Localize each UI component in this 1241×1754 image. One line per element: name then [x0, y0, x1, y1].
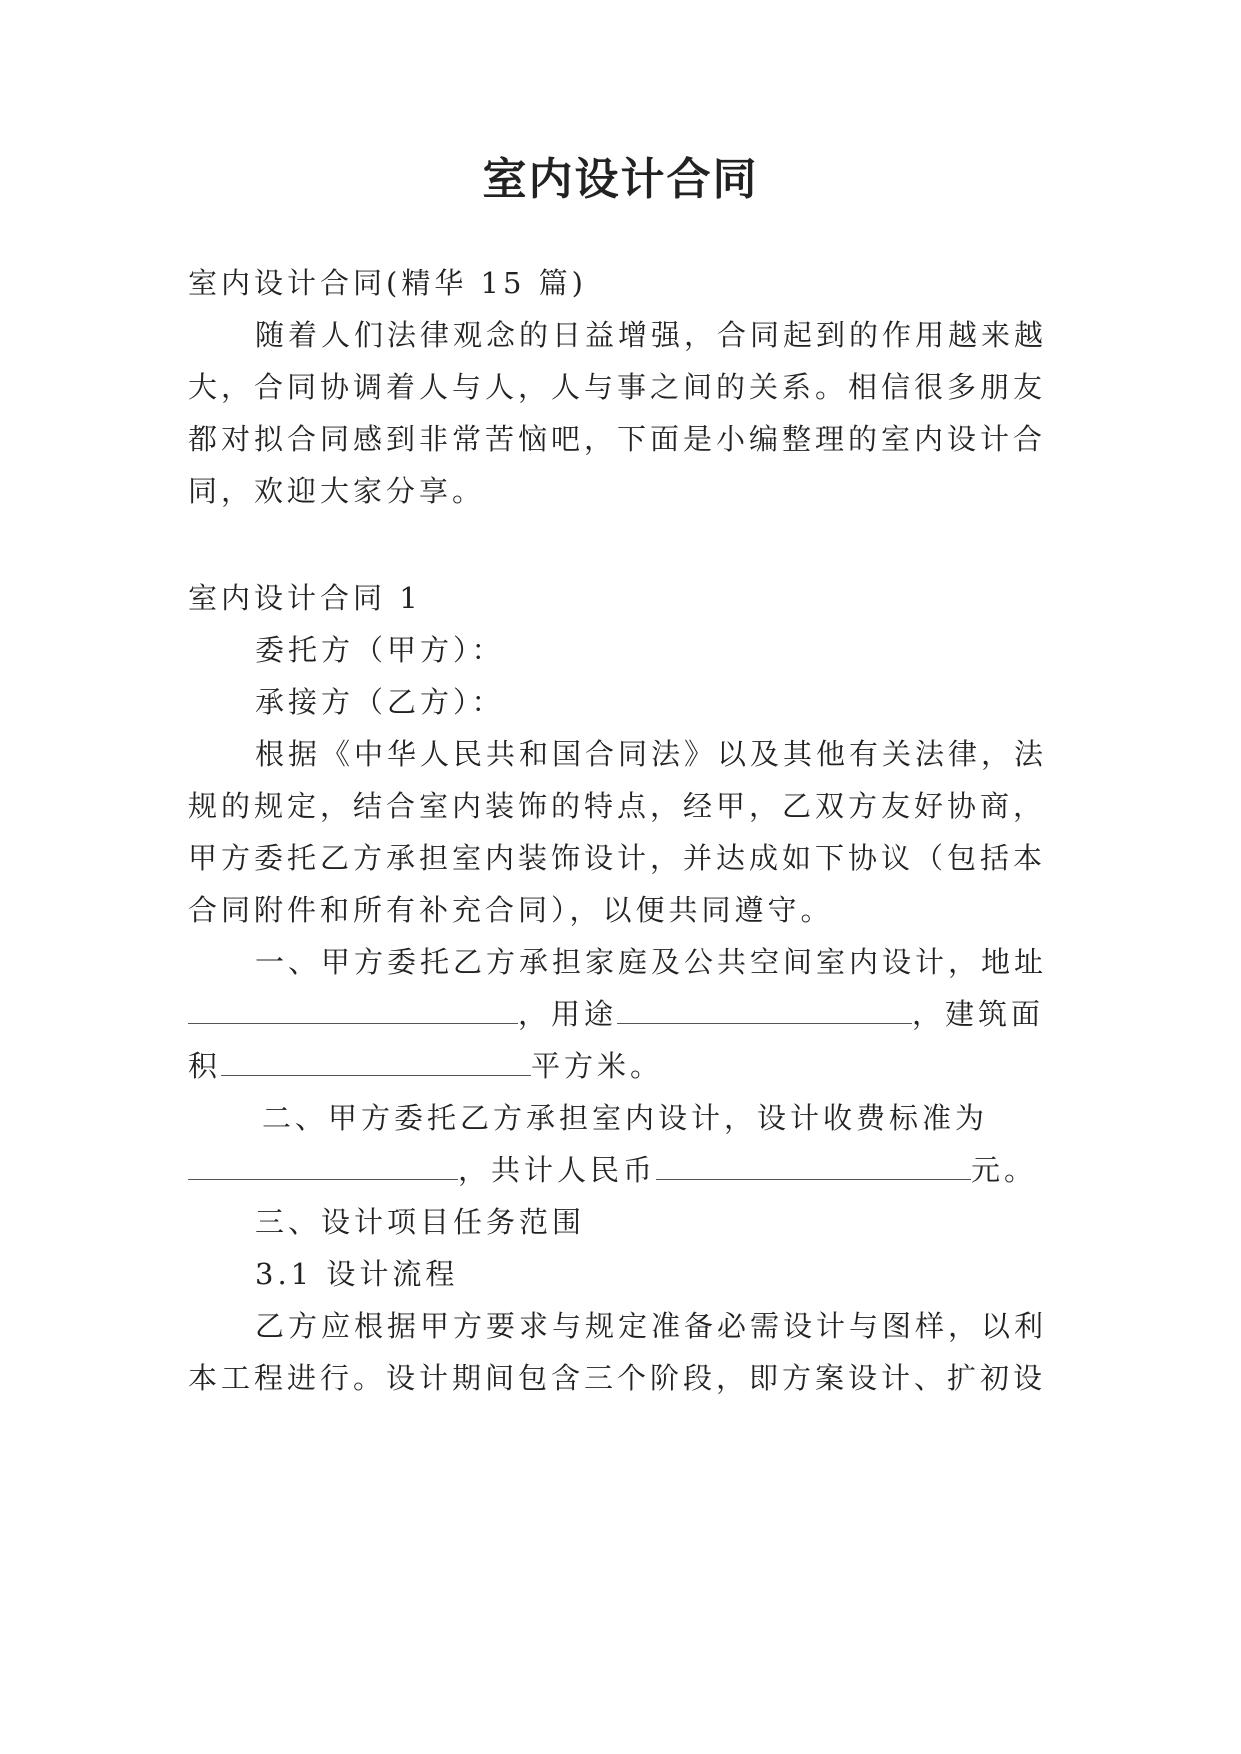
party-b-label: 承接方（乙方）： [255, 685, 505, 719]
currency-unit: 元。 [971, 1153, 1038, 1187]
paragraph-line: 都对拟合同感到非常苦恼吧，下面是小编整理的室内设计合 [188, 422, 1047, 456]
use-blank[interactable] [617, 999, 912, 1024]
area-label-cont: 积 [188, 1049, 222, 1083]
section-heading: 室内设计合同 1 [188, 581, 422, 615]
document-subtitle: 室内设计合同(精华 15 篇) [188, 266, 587, 300]
paragraph-line: 乙方应根据甲方要求与规定准备必需设计与图样，以利 [255, 1309, 1048, 1343]
paragraph-line: 规的规定，结合室内装饰的特点，经甲，乙双方友好协商， [188, 789, 1047, 823]
paragraph-line: 随着人们法律观念的日益增强，合同起到的作用越来越 [255, 318, 1048, 352]
document-title: 室内设计合同 [482, 154, 759, 205]
paragraph-line: 大，合同协调着人与人，人与事之间的关系。相信很多朋友 [188, 370, 1047, 404]
clause-1-line: 一、甲方委托乙方承担家庭及公共空间室内设计，地址 [255, 945, 1048, 979]
area-blank[interactable] [221, 1051, 531, 1076]
fee-fill-line [188, 1150, 1037, 1190]
area-unit: 平方米。 [531, 1049, 664, 1083]
paragraph-line: 甲方委托乙方承担室内装饰设计，并达成如下协议（包括本 [188, 841, 1047, 875]
total-blank[interactable] [656, 1155, 971, 1180]
clause-1-fill-line [188, 994, 1044, 1034]
paragraph-line: 同，欢迎大家分享。 [188, 474, 486, 508]
clause-2-line: 二、甲方委托乙方承担室内设计，设计收费标准为 [262, 1101, 989, 1135]
clause-3-heading: 三、设计项目任务范围 [255, 1205, 586, 1239]
fee-standard-blank[interactable] [188, 1155, 458, 1180]
paragraph-line: 根据《中华人民共和国合同法》以及其他有关法律，法 [255, 737, 1048, 771]
total-label: ，共计人民币 [458, 1153, 657, 1187]
subsection-heading: 3.1 设计流程 [255, 1257, 459, 1291]
area-fill-line [188, 1046, 663, 1086]
address-blank[interactable] [188, 999, 518, 1024]
use-label: ，用途 [518, 997, 618, 1031]
paragraph-line: 本工程进行。设计期间包含三个阶段，即方案设计、扩初设 [188, 1361, 1047, 1395]
party-a-label: 委托方（甲方）： [255, 633, 505, 667]
paragraph-line: 合同附件和所有补充合同），以便共同遵守。 [188, 893, 834, 927]
area-label: ，建筑面 [912, 997, 1045, 1031]
